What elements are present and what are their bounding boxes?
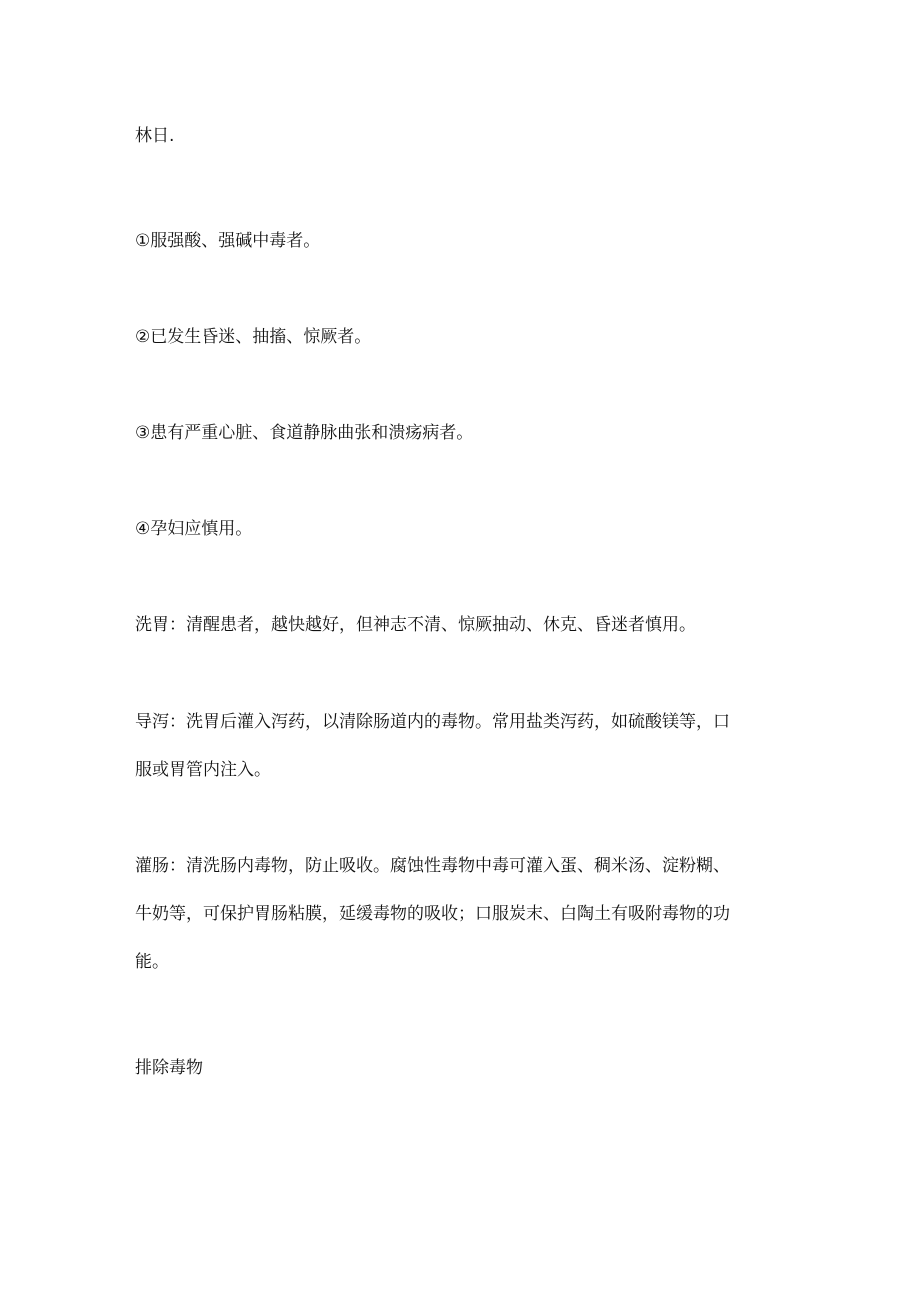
catharsis-paragraph-line-1: 导泻：洗胃后灌入泻药，以清除肠道内的毒物。常用盐类泻药，如硫酸镁等，口 [135, 712, 730, 732]
contraindication-item-4: ④孕妇应慎用。 [135, 519, 253, 539]
enema-paragraph-line-3: 能。 [135, 952, 169, 972]
enema-paragraph-line-2: 牛奶等，可保护胃肠粘膜，延缓毒物的吸收；口服炭末、白陶土有吸附毒物的功 [135, 904, 730, 924]
contraindication-item-2: ②已发生昏迷、抽搐、惊厥者。 [135, 327, 372, 347]
section-heading-remove-toxins: 排除毒物 [135, 1058, 203, 1078]
catharsis-paragraph-line-2: 服或胃管内注入。 [135, 760, 271, 780]
contraindication-item-3: ③患有严重心脏、食道静脉曲张和溃疡病者。 [135, 423, 474, 443]
gastric-lavage-paragraph: 洗胃：清醒患者，越快越好，但神志不清、惊厥抽动、休克、昏迷者慎用。 [135, 615, 696, 635]
contraindication-item-1: ①服强酸、强碱中毒者。 [135, 231, 321, 251]
text-line-fragment: 林日. [135, 126, 175, 146]
enema-paragraph-line-1: 灌肠：清洗肠内毒物，防止吸收。腐蚀性毒物中毒可灌入蛋、稠米汤、淀粉糊、 [135, 856, 730, 876]
